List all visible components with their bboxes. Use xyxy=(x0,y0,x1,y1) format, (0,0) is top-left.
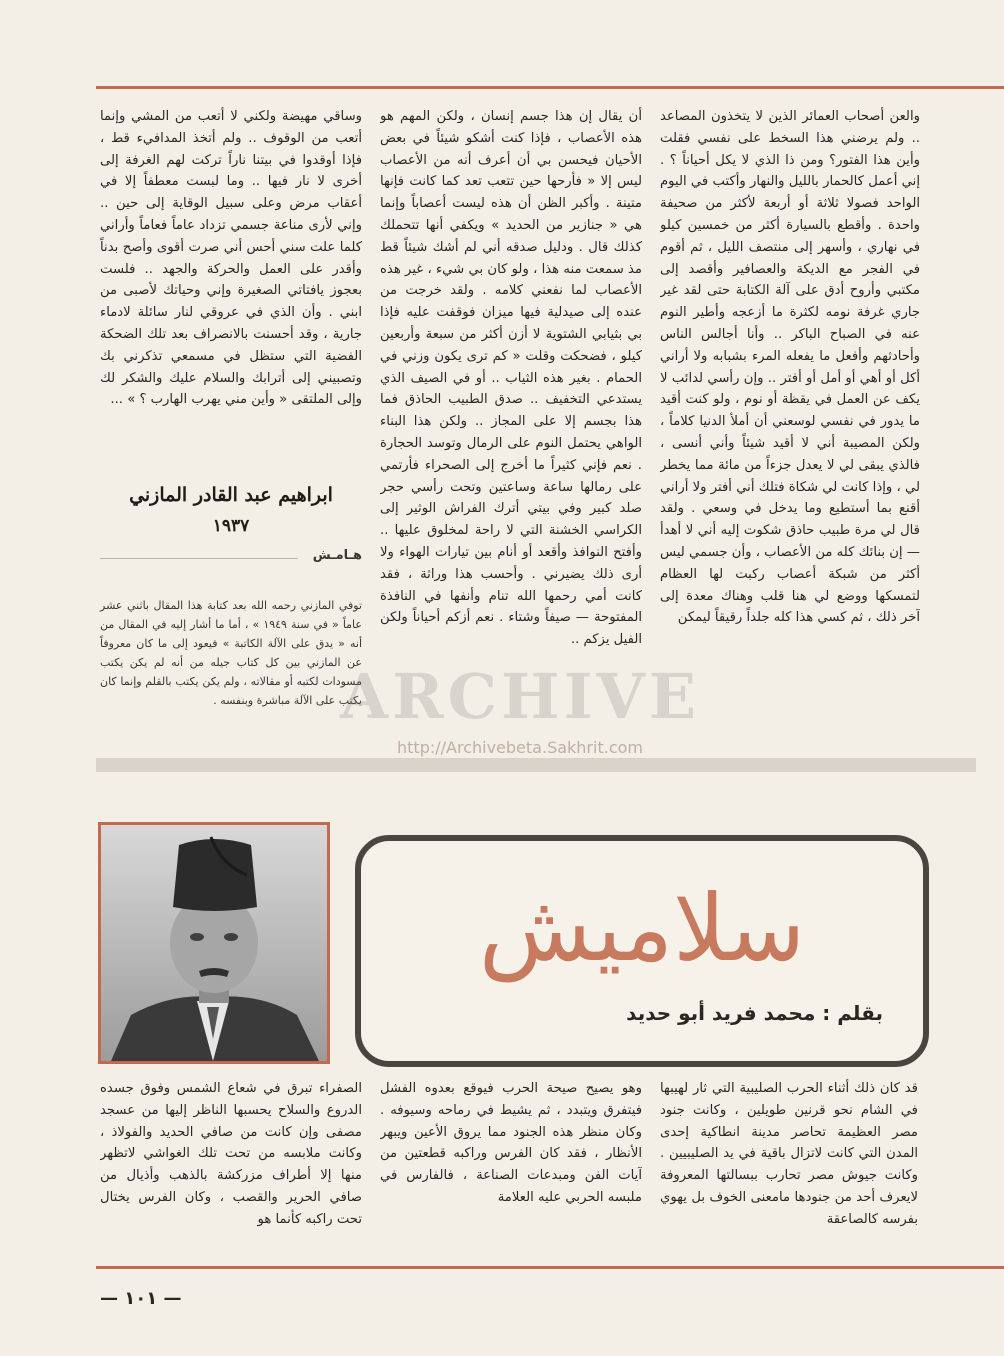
article-one-column-1 xyxy=(660,106,920,706)
author-signature: ابراهيم عبد القادر المازني xyxy=(129,484,333,506)
section-divider-band xyxy=(96,758,976,772)
article-one-column-3 xyxy=(100,106,362,476)
portrait-illustration xyxy=(101,825,327,1061)
article-one-column-2 xyxy=(380,106,642,706)
bottom-rule xyxy=(96,1266,1004,1269)
article-two-title: سلاميش xyxy=(478,875,806,982)
signature-year: ١٩٣٧ xyxy=(212,516,250,536)
footnote-label: هـامـش xyxy=(312,548,362,563)
footnote-text: توفي المازني رحمه الله بعد كتابة هذا المقال باثني عشر عاماً « في سنة ١٩٤٩ » ، أما ما أشار إليه في المقال من أنه « يدق على الآلة الكاتبة » فيعود إلى ما كان معروفاً عن المازني بين كل كتاب جيله من أنه لم يكن يكتب مسودات لكتبه أو مقالاته ، ولم يكن يكتب بالقلم وإنما كان يكتب على الآلة مباشرة وبنفسه . xyxy=(100,599,362,707)
article-two-title-box xyxy=(355,835,929,1067)
article-one-text-2: أن يقال إن هذا جسم إنسان ، ولكن المهم هو هذه الأعصاب ، فإذا كنت أشكو شيئاً في بعض الأحيان فيحسن بي أن أعرف أنه من الأعصاب ليس إلا « فأرحها حين تتعب تعد كما كانت فإنها متينة . وأكبر الظن أن هذه ليست أعصاباً وإنما هي « جنازير من الحديد » ويكفي أنها تتحملك كذلك قال . ودليل صدقه أني لم أشك شيئاً قط مذ سمعت منه هذا ، ولو كان بي شيء ، غير هذه الأعصاب لما نفعني كلامه . ولقد خرجت من عنده إلى صيدلية فيها ميزان فوقفت عليه فإذا بي بثيابي الشتوية لا أزن أكثر من سبعة وأربعين كيلو ، فضحكت وقلت « كم ترى يكون وزني في الحمام . بغير هذه الثياب .. أو في الصيف الذي يستدعي التخفيف .. صدق الطبيب الحاذق فما هذا بجسم إلا على المجاز .. ولكن هذا البناء الواهي يحتمل النوم على الرمال وتوسد الحجارة . نعم فإني كثيراً ما أخرج إلى الصحراء فأرتمي على رمالها ساعة وساعتين وتحت رأسي حجر صلد كبير وفي بيتي أترك الفراش الوثير إلى الكراسي الخشنة التي لا راحة لمخلوق عليها .. وأفتح النوافذ وأقعد أو أنام بين تيارات الهواء ولا أرى ذلك يضيرني . وأحسب هذا وراثة ، فقد كانت أمي رحمها الله تنام وأنفها في النافذة المفتوحة — صيفاً وشتاء . نعم أزكم أحياناً ولكن الفيل يزكم .. xyxy=(380,109,642,648)
article-two-column-1 xyxy=(660,1078,918,1258)
author-portrait xyxy=(98,822,330,1064)
article-two-text-3: الصفراء تبرق في شعاع الشمس وفوق جسده الدروع والسلاح يحسبها الناظر إليها من عسجد مصفى وإن كانت من صافي الحديد والفولاذ ، وكانت ملابسه من تحت تلك الغواشي لاتظهر منها إلا أطراف مزركشة بالذهب وأذيال من صافي الحرير والقصب ، وكان الفرس يختال تحت راكبه كأنما هو xyxy=(100,1081,362,1227)
article-two-text-2: وهو يصيح صيحة الحرب فيوقع بعدوه الفشل فيتفرق ويتبدد ، ثم يشيط في رماحه وسيوفه . وكان منظر هذه الجنود مما يروق الأعين ويبهر الأنظار ، فقد كان الفرس وراكبه قطعتين من آيات الفن ومبدعات الصناعة ، فالفارس في ملبسه الحربي عليه العلامة xyxy=(380,1081,642,1205)
page-number: — ١٠١ — xyxy=(100,1288,182,1309)
footnote-header xyxy=(100,548,362,570)
article-two-column-3 xyxy=(100,1078,362,1258)
archive-watermark: ARCHIVE xyxy=(340,660,700,733)
article-one-text-3: وساقي مهيضة ولكني لا أتعب من المشي وإنما أتعب من الوقوف .. ولم أتخذ المدافيء قط ، فإذا أوقدوا في بيتنا ناراً تركت لهم الغرفة إلى أخرى لا نار فيها .. وما لبست معطفاً إلا في أعقاب مرض وعلى سبيل الوقاية إلى حين .. وإني لأرى مناعة جسمي تزداد عاماً فعاماً وأراني كلما علت سني أحس أني صرت أقوى وأصح بدناً وأقدر على العمل والحركة والجهد .. فلست بعجوز يافتاتي الصغيرة وإني وحياتك لأصبى من ابني . وأن الذي في عروقي لنار سائلة لادماء جارية ، وقد أحسنت بالانصراف بعد تلك الضحكة الفضية التي ستظل في مسمعي تذكرني بك وتصبيني إلى أترابك والسلام عليك والشكر لك وإلى الملتقى « وأين مني يهرب الهارب ؟ » ... xyxy=(100,109,362,408)
footnote-divider xyxy=(100,558,298,559)
archive-watermark-url: http://Archivebeta.Sakhrit.com xyxy=(397,738,643,757)
article-two-column-2 xyxy=(380,1078,642,1258)
article-two-text-1: قد كان ذلك أثناء الحرب الصليبية التي ثار لهيبها في الشام نحو قرنين طويلين ، وكانت جنود مصر العظيمة تحاصر مدينة انطاكية إحدى المدن التي كانت لاتزال باقية في يد الصليبيين . وكانت جيوش مصر تحارب ببسالتها المعروفة لايعرف أحد من جنودها مامعنى الخوف بل يهوي بفرسه كالصاعقة xyxy=(660,1081,918,1227)
article-two-byline: بقلم : محمد فريد أبو حديد xyxy=(626,1001,883,1025)
top-rule xyxy=(96,86,1004,89)
article-one-text-1: والعن أصحاب العمائر الذين لا يتخذون المصاعد .. ولم يرضني هذا السخط على نفسي فقلت وأين هذا الفتور؟ ومن ذا الذي لا يكل أحياناً ؟ . إني أعمل كالحمار بالليل والنهار وأكتب في اليوم الواحد فصولا ثلاثة أو أربعة لأكثر من صحيفة واحدة . وأقطع بالسيارة أكثر من خمسين كيلو في نهاري ، وأسهر إلى منتصف الليل ، ثم أقوم في الفجر مع الديكة والعصافير وأقصد إلى مكتبي وأروح أدق على آلة الكتابة حتى لقد غير جاري غرفة نومه لكثرة ما أزعجه وأطير النوم عنه في الصباح الباكر .. وأنا أجالس الناس وأحادثهم وأفعل ما يفعله المرء بشبابه ولا أراني أكل أو أهي أو أمل أو أفتر .. وإن رأسي لدائب لا يكف عن العمل في يقظة أو نوم ، ولو كنت أقيد ما يدور في نفسي لوسعني أن أملأ الدنيا كلاماً ، ولكن المصيبة أني لا أقيد شيئاً وأني أنسى ، فالذي يبقى لي لا يعدل جزءاً من مائة مما يخطر لي ، وإذا كانت لي شكاة فتلك أني أفتر ولا أراني أقنع بما أستطيع وما يدخل في وسعي . ولقد قال لي مرة طبيب حاذق شكوت إليه أني لا أهدأ — إن بنائك كله من الأعصاب ، وأن جسمي ليس أكثر من شبكة أعصاب ركبت لها العظام لتمسكها ووضع لي هنا قلب وهناك معدة إلى آخر ذلك ، ثم كسي هذا كله جلداً رقيقاً ليمكن xyxy=(660,109,920,626)
